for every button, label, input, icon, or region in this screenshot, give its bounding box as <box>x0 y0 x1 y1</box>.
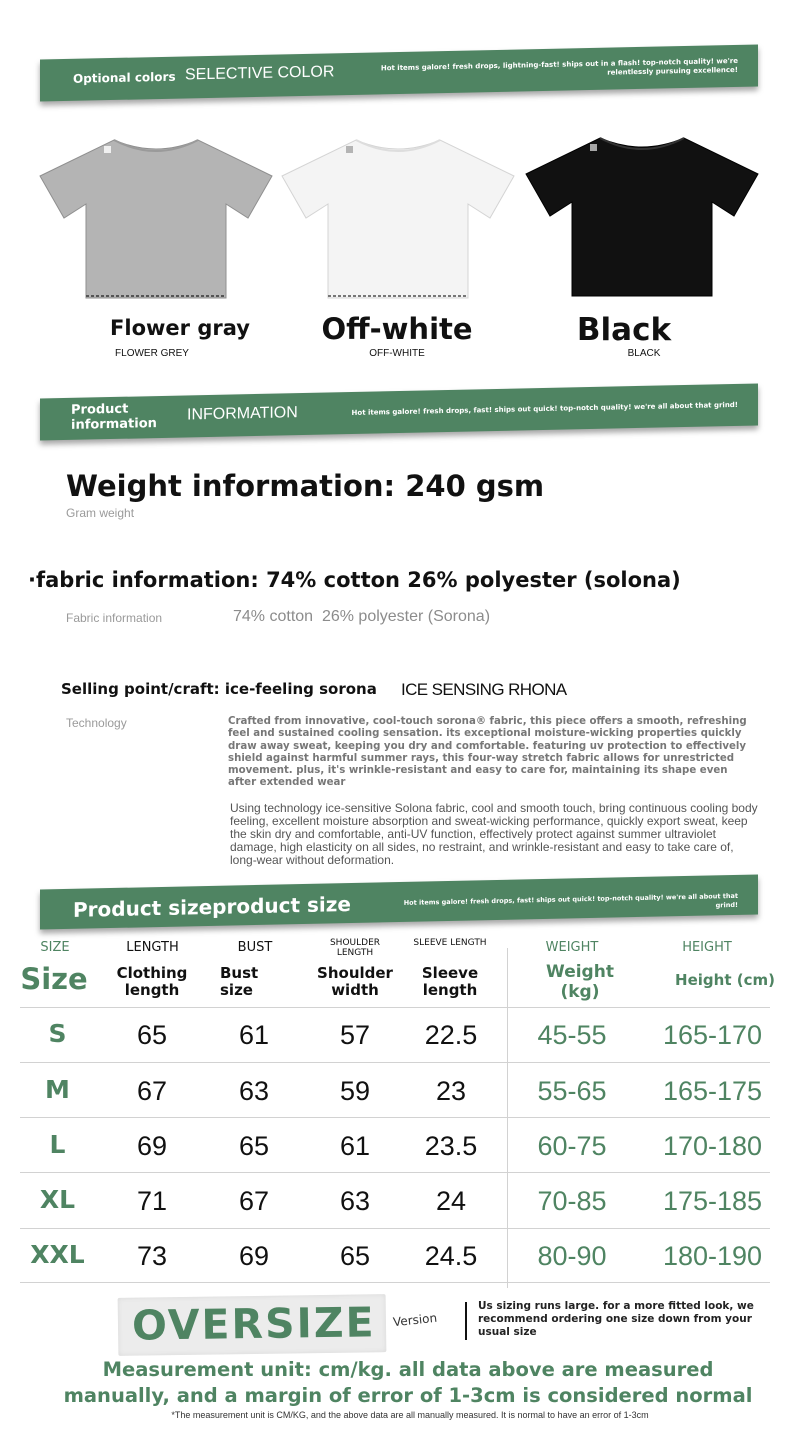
colors-banner <box>40 44 758 101</box>
selling-para-1: Crafted from innovative, cool-touch sorona® fabric, this piece offers a smooth, refreshing feel and sustained cooling sensation. its exceptional moisture-wicking properties quickly draw away sweat, keeping you dry and comfortable. featuring uv protection to effectively shield against harmful summer rays, this four-way stretch fabric allows for unrestricted movement. plus, it's wrinkle-resistant and easy to care for, maintaining its shape even after extended wear <box>228 716 747 789</box>
row-divider <box>20 1282 770 1283</box>
cell-shoulder: 65 <box>339 1241 371 1271</box>
oversize-stamp <box>118 1294 387 1356</box>
cell-height: 165-170 <box>662 1020 763 1050</box>
color-name-off-white: Off-white <box>321 312 473 346</box>
fabric-label: Fabric information <box>66 611 163 625</box>
row-divider <box>20 1172 770 1173</box>
row-divider <box>20 1062 770 1063</box>
size-banner <box>40 874 758 929</box>
shirt-flower-gray <box>36 132 276 302</box>
oversize-divider <box>465 1302 467 1340</box>
size-banner-tagline: Hot items galore! fresh drops, fast! ships out quick! top-notch quality! we're all about that grind! <box>403 891 738 910</box>
info-banner-title: INFORMATION <box>187 404 298 424</box>
selling-label: Technology <box>66 716 127 730</box>
cell-sleeve: 23 <box>435 1076 467 1106</box>
colors-banner-label: Optional colors <box>73 69 176 86</box>
cell-length: 73 <box>136 1241 168 1271</box>
header-length: LENGTH <box>126 940 179 955</box>
cell-weight: 45-55 <box>537 1020 607 1050</box>
cell-sleeve: 24.5 <box>424 1241 478 1271</box>
color-name-black: Black <box>576 312 672 348</box>
color-sub-flower-gray: FLOWER GREY <box>115 348 189 359</box>
oversize-note: Us sizing runs large. for a more fitted look, we recommend ordering one size down from your usual size <box>478 1300 754 1338</box>
header-shoulder: SHOULDER LENGTH <box>329 938 381 958</box>
weight-sub: Gram weight <box>66 506 135 520</box>
header-shoulder-width: Shoulder width <box>317 964 393 999</box>
color-sub-off-white: OFF-WHITE <box>369 348 425 359</box>
header-bust: BUST <box>237 940 273 955</box>
oversize-word: OVERSIZE <box>131 1298 376 1350</box>
cell-bust: 61 <box>238 1020 270 1050</box>
cell-weight: 55-65 <box>537 1076 607 1106</box>
selling-para-2: Using technology ice-sensitive Solona fabric, cool and smooth touch, bring continuous cooling body feeling, excellent moisture absorption and sweat-wicking performance, quickly export sweat, keep the skin dry and comfortable, anti-UV function, effectively protect against summer ultraviolet damage, high elasticity on all sides, no restraint, and wrinkle-resistant and easy to take care of, long-wear without deformation. <box>230 801 758 867</box>
fabric-value: 74% cotton 26% polyester (Sorona) <box>233 608 491 625</box>
column-divider <box>507 948 508 1288</box>
size-banner-label: Product sizeproduct size <box>73 892 351 922</box>
cell-length: 71 <box>136 1186 168 1216</box>
header-size: SIZE <box>40 940 70 955</box>
cell-size: M <box>45 1075 70 1104</box>
cell-size: S <box>48 1019 67 1048</box>
cell-weight: 60-75 <box>537 1131 607 1161</box>
cell-height: 170-180 <box>662 1131 763 1161</box>
colors-banner-title: SELECTIVE COLOR <box>185 63 335 84</box>
cell-bust: 63 <box>238 1076 270 1106</box>
footer-small: *The measurement unit is CM/KG, and the above data are all manually measured. It is normal to have an error of 1-3cm <box>171 1410 649 1420</box>
shirt-black <box>522 132 762 302</box>
oversize-version: Version <box>392 1310 438 1330</box>
cell-length: 67 <box>136 1076 168 1106</box>
header-weight: WEIGHT <box>545 940 599 955</box>
cell-shoulder: 63 <box>339 1186 371 1216</box>
fabric-title: ·fabric information: 74% cotton 26% polyester (solona) <box>28 568 681 592</box>
cell-height: 175-185 <box>662 1186 763 1216</box>
cell-shoulder: 59 <box>339 1076 371 1106</box>
cell-size: XL <box>39 1185 76 1214</box>
cell-weight: 80-90 <box>537 1241 607 1271</box>
footer-main: Measurement unit: cm/kg. all data above are measured manually, and a margin of error of 1-3cm is considered normal <box>63 1358 753 1407</box>
cell-sleeve: 22.5 <box>424 1020 478 1050</box>
row-divider <box>20 1007 770 1008</box>
cell-bust: 69 <box>238 1241 270 1271</box>
cell-sleeve: 24 <box>435 1186 467 1216</box>
selling-title-en: ICE SENSING RHONA <box>401 680 567 699</box>
info-banner <box>40 383 758 440</box>
cell-sleeve: 23.5 <box>424 1131 478 1161</box>
cell-weight: 70-85 <box>537 1186 607 1216</box>
selling-title: Selling point/craft: ice-feeling sorona <box>61 680 377 698</box>
cell-bust: 65 <box>238 1131 270 1161</box>
cell-size: L <box>49 1130 66 1159</box>
weight-title: Weight information: 240 gsm <box>66 469 545 503</box>
cell-length: 65 <box>136 1020 168 1050</box>
color-sub-black: BLACK <box>627 348 661 359</box>
cell-shoulder: 61 <box>339 1131 371 1161</box>
shirt-off-white <box>278 132 518 302</box>
row-divider <box>20 1117 770 1118</box>
cell-shoulder: 57 <box>339 1020 371 1050</box>
header-sleeve-length: Sleeve length <box>421 964 479 999</box>
header-size-main: Size <box>20 962 88 996</box>
cell-bust: 67 <box>238 1186 270 1216</box>
cell-height: 180-190 <box>662 1241 763 1271</box>
header-weight-kg: Weight (kg) <box>546 962 614 1002</box>
info-banner-tagline: Hot items galore! fresh drops, fast! ships out quick! top-notch quality! we're all about that grind! <box>351 400 738 417</box>
header-bust-size: Bust size <box>220 964 259 999</box>
info-banner-label: Product information <box>71 401 157 433</box>
header-sleeve: SLEEVE LENGTH <box>413 938 487 948</box>
header-height-cm: Height (cm) <box>675 971 775 989</box>
header-height: HEIGHT <box>682 940 732 955</box>
colors-banner-tagline: Hot items galore! fresh drops, lightning-fast! ships out in a flash! top-notch quality! we're relentlessly pursuing excellence! <box>380 56 738 77</box>
row-divider <box>20 1228 770 1229</box>
header-clothing-length: Clothing length <box>116 964 188 999</box>
cell-size: XXL <box>30 1240 85 1269</box>
cell-height: 165-175 <box>662 1076 763 1106</box>
color-name-flower-gray: Flower gray <box>110 316 250 340</box>
cell-length: 69 <box>136 1131 168 1161</box>
